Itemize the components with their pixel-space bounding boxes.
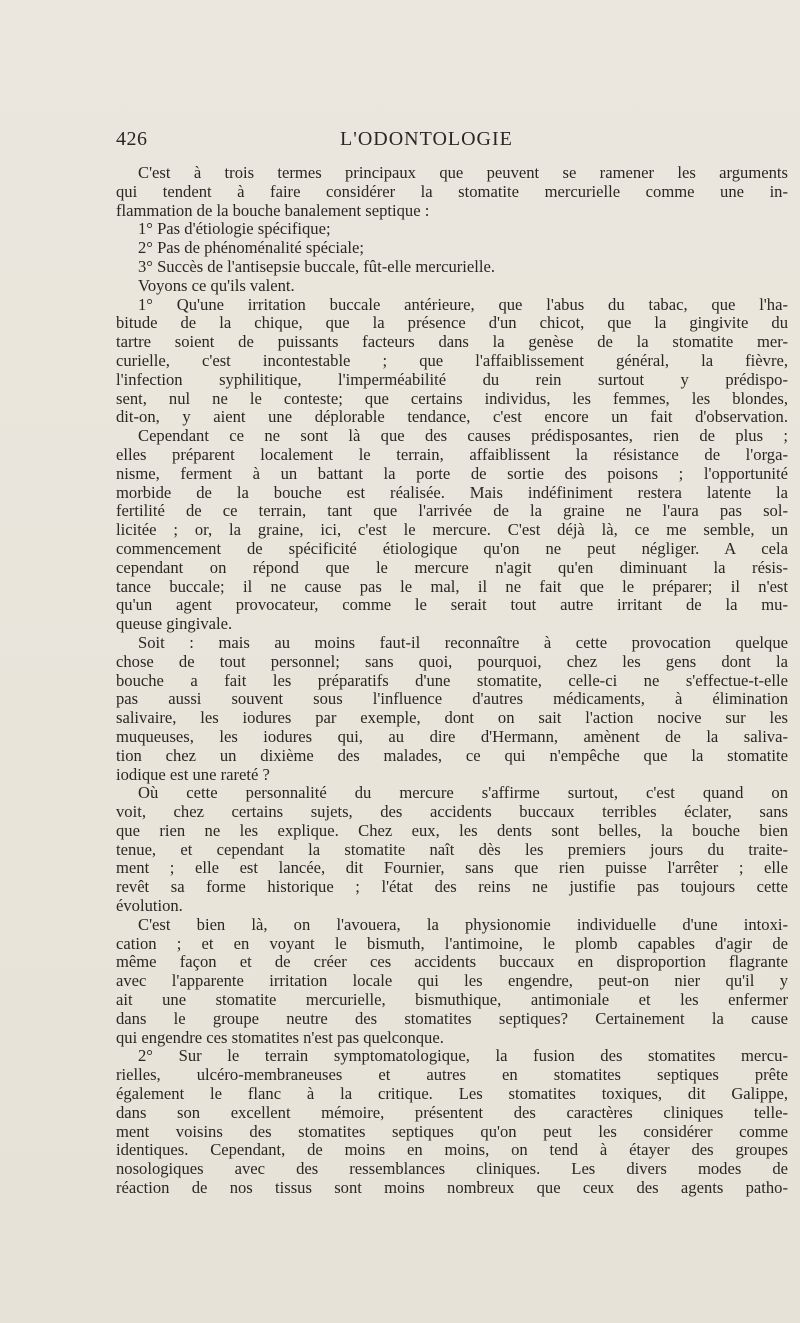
text-line: sent, nul ne le conteste; que certains individus, les femmes, les blondes, (116, 388, 788, 408)
text-line: même façon et de créer ces accidents buccaux en disproportion flagrante (116, 952, 788, 972)
page-number: 426 (116, 128, 148, 150)
text-line: tance buccale; il ne cause pas le mal, il ne fait que le préparer; il n'est (116, 576, 788, 596)
text-line: l'infection syphilitique, l'imperméabilité du rein surtout y prédispo- (116, 369, 788, 389)
text-line: tartre soient de puissants facteurs dans la genèse de la stomatite mer- (116, 332, 788, 352)
text-line: Où cette personnalité du mercure s'affirme surtout, c'est quand on (138, 783, 788, 803)
text-line: cation ; et en voyant le bismuth, l'antimoine, le plomb capables d'agir de (116, 933, 788, 953)
text-line: C'est bien là, on l'avouera, la physionomie individuelle d'une intoxi- (138, 914, 788, 934)
text-line: Soit : mais au moins faut-il reconnaître à cette provocation quelque (138, 632, 788, 652)
text-line: voit, chez certains sujets, des accidents buccaux terribles éclater, sans (116, 802, 788, 822)
text-line: tenue, et cependant la stomatite naît dès les premiers jours du traite- (116, 839, 788, 859)
text-line: 2° Sur le terrain symptomatologique, la fusion des stomatites mercu- (138, 1046, 788, 1066)
text-line: bouche a fait les préparatifs d'une stomatite, celle-ci ne s'effectue-t-elle (116, 670, 788, 690)
text-line: pas aussi souvent sous l'influence d'autres médicaments, à élimination (116, 689, 788, 709)
text-line: curielle, c'est incontestable ; que l'affaiblissement général, la fièvre, (116, 350, 788, 370)
text-line: avec l'apparente irritation locale qui les engendre, peut-on nier qu'il y (116, 971, 788, 991)
text-line: dans son excellent mémoire, présentent des caractères cliniques telle- (116, 1102, 788, 1122)
text-line: salivaire, les iodures par exemple, dont on sait l'action nocive sur les (116, 708, 788, 728)
text-line: morbide de la bouche est réalisée. Mais indéfiniment restera latente la (116, 482, 788, 502)
text-line: bitude de la chique, que la présence d'un chicot, que la gingivite du (116, 313, 788, 333)
text-line: 1° Pas d'étiologie spécifique; (138, 219, 331, 239)
text-line: 3° Succès de l'antisepsie buccale, fût-elle mercurielle. (138, 256, 496, 276)
text-line: C'est à trois termes principaux que peuvent se ramener les arguments (138, 163, 788, 182)
text-line: que rien ne les explique. Chez eux, les dents sont belles, la bouche bien (116, 820, 788, 840)
text-line: qu'un agent provocateur, comme le serait tout autre irritant de la mu- (116, 595, 788, 615)
page-header (116, 128, 788, 156)
text-line: nosologiques avec des ressemblances cliniques. Les divers modes de (116, 1159, 788, 1179)
text-line: 2° Pas de phénoménalité spéciale; (138, 238, 364, 258)
text-line: réaction de nos tissus sont moins nombreux que ceux des agents patho- (116, 1178, 788, 1198)
text-line: qui tendent à faire considérer la stomatite mercurielle comme une in- (116, 181, 788, 201)
text-line: nisme, ferment à un battant la porte de sortie des poisons ; l'opportunité (116, 463, 788, 483)
text-line: qui engendre ces stomatites n'est pas quelconque. (116, 1027, 444, 1047)
text-line: elles préparent localement le terrain, affaiblissent la résistance de l'orga- (116, 444, 788, 464)
text-line: rielles, ulcéro-membraneuses et autres en stomatites septiques prête (116, 1065, 788, 1085)
text-line: identiques. Cependant, de moins en moins, on tend à étayer des groupes (116, 1140, 788, 1160)
text-line: Cependant ce ne sont là que des causes prédisposantes, rien de plus ; (138, 426, 788, 446)
text-line: également le flanc à la critique. Les stomatites toxiques, dit Galippe, (116, 1084, 788, 1104)
text-line: cependant on répond que le mercure n'agit qu'en diminuant la résis- (116, 557, 788, 577)
text-line: iodique est une rareté ? (116, 764, 270, 784)
text-line: ment ; elle est lancée, dit Fournier, sans que rien puisse l'arrêter ; elle (116, 858, 788, 878)
text-line: licitée ; or, la graine, ici, c'est le mercure. C'est déjà là, ce me semble, un (116, 520, 788, 540)
text-line: dit-on, y aient une déplorable tendance, c'est encore un fait d'observation. (116, 407, 788, 427)
text-line: Voyons ce qu'ils valent. (138, 275, 295, 295)
text-line: revêt sa forme historique ; l'état des reins ne justifie pas toujours cette (116, 877, 788, 897)
text-line: fertilité de ce terrain, tant que l'arrivée de la graine ne l'aura pas sol- (116, 501, 788, 521)
text-line: dans le groupe neutre des stomatites septiques? Certainement la cause (116, 1008, 788, 1028)
running-title: L'ODONTOLOGIE (340, 128, 513, 150)
text-line: évolution. (116, 896, 183, 916)
text-line: flammation de la bouche banalement septique : (116, 200, 430, 220)
text-line: chose de tout personnel; sans quoi, pourquoi, chez les gens dont la (116, 651, 788, 671)
text-line: queuse gingivale. (116, 614, 233, 634)
text-line: commencement de spécificité étiologique qu'on ne peut négliger. A cela (116, 538, 788, 558)
text-line: ait une stomatite mercurielle, bismuthique, antimoniale et les enfermer (116, 990, 788, 1010)
text-line: ment voisins des stomatites septiques qu'on peut les considérer comme (116, 1121, 788, 1141)
text-line: tion chez un dixième des malades, ce qui n'empêche que la stomatite (116, 745, 788, 765)
body-text (116, 164, 788, 1198)
text-line: 1° Qu'une irritation buccale antérieure, que l'abus du tabac, que l'ha- (138, 294, 788, 314)
text-line: muqueuses, les iodures qui, au dire d'Hermann, amènent de la saliva- (116, 726, 788, 746)
